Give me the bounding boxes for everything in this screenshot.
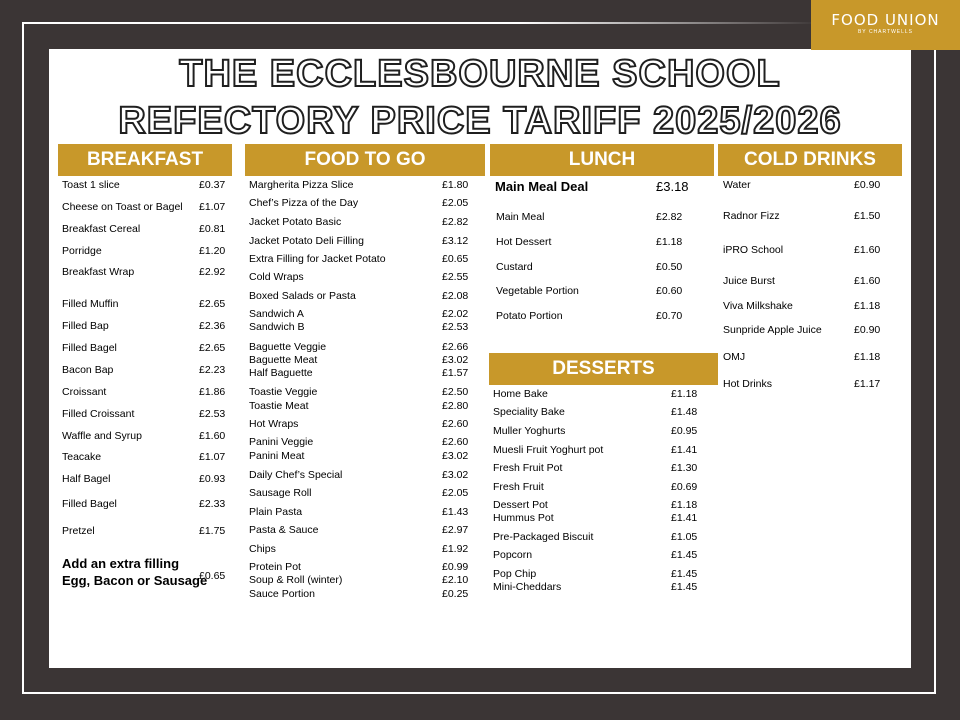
- desserts-item-name: Speciality Bake: [493, 406, 565, 418]
- food-to-go-item-price: £2.55: [442, 271, 469, 283]
- breakfast-item-price: £2.53: [199, 408, 226, 420]
- desserts-item-price: £1.41: [671, 444, 698, 456]
- breakfast-extra-line2: Egg, Bacon or Sausage: [62, 573, 208, 588]
- breakfast-item-price: £1.07: [199, 201, 226, 213]
- desserts-item-name: Mini-Cheddars: [493, 581, 562, 593]
- breakfast-item-name: Porridge: [62, 245, 102, 257]
- desserts-item-price: £1.30: [671, 462, 698, 474]
- cold-drinks-item-name: Viva Milkshake: [723, 300, 793, 312]
- food-to-go-item-name: Pasta & Sauce: [249, 524, 319, 536]
- food-to-go-item-price: £2.10: [442, 574, 469, 586]
- breakfast-extra-price: £0.65: [199, 570, 226, 582]
- breakfast-item-price: £2.65: [199, 298, 226, 310]
- breakfast-item-price: £0.37: [199, 179, 226, 191]
- desserts-item-price: £0.95: [671, 425, 698, 437]
- food-to-go-item-name: Plain Pasta: [249, 506, 303, 518]
- food-union-logo: [811, 0, 960, 50]
- food-to-go-item-name: Cold Wraps: [249, 271, 304, 283]
- food-to-go-item-price: £2.80: [442, 400, 469, 412]
- logo-brand: FOOD UNION: [831, 11, 940, 29]
- desserts-header: DESSERTS: [489, 353, 718, 385]
- breakfast-item-price: £1.75: [199, 525, 226, 537]
- cold-drinks-item-name: Sunpride Apple Juice: [723, 324, 822, 336]
- logo-sub: BY CHARTWELLS: [857, 29, 914, 35]
- food-to-go-item-name: Jacket Potato Deli Filling: [249, 235, 364, 247]
- food-to-go-item-name: Extra Filling for Jacket Potato: [249, 253, 386, 265]
- food-to-go-item-price: £2.53: [442, 321, 469, 333]
- cold-drinks-item-name: Radnor Fizz: [723, 210, 780, 222]
- cold-drinks-item-price: £1.50: [854, 210, 881, 222]
- food-to-go-item-name: Chips: [249, 543, 276, 555]
- breakfast-item-name: Filled Muffin: [62, 298, 119, 310]
- desserts-item-name: Popcorn: [493, 549, 533, 561]
- desserts-item-name: Dessert Pot: [493, 499, 548, 511]
- breakfast-item-name: Filled Bagel: [62, 342, 117, 354]
- cold-drinks-item-price: £0.90: [854, 324, 881, 336]
- breakfast-item-name: Breakfast Wrap: [62, 266, 135, 278]
- food-to-go-item-name: Toastie Veggie: [249, 386, 318, 398]
- desserts-item-price: £1.18: [671, 499, 698, 511]
- food-to-go-item-price: £0.25: [442, 588, 469, 600]
- cold-drinks-item-price: £1.60: [854, 244, 881, 256]
- food-to-go-item-name: Toastie Meat: [249, 400, 309, 412]
- page-title-line1: THE ECCLESBOURNE SCHOOL: [179, 53, 781, 95]
- desserts-item-price: £1.48: [671, 406, 698, 418]
- food-to-go-item-name: Margherita Pizza Slice: [249, 179, 354, 191]
- food-to-go-item-price: £0.99: [442, 561, 469, 573]
- food-to-go-item-price: £1.80: [442, 179, 469, 191]
- food-to-go-item-name: Panini Veggie: [249, 436, 314, 448]
- food-to-go-item-name: Protein Pot: [249, 561, 301, 573]
- breakfast-item-price: £1.20: [199, 245, 226, 257]
- breakfast-item-price: £2.65: [199, 342, 226, 354]
- food-to-go-item-name: Chef’s Pizza of the Day: [249, 197, 359, 209]
- food-to-go-item-price: £3.02: [442, 354, 469, 366]
- food-to-go-item-price: £3.12: [442, 235, 469, 247]
- breakfast-item-name: Filled Bagel: [62, 498, 117, 510]
- lunch-item-name: Vegetable Portion: [496, 285, 579, 297]
- breakfast-item-name: Pretzel: [62, 525, 95, 537]
- lunch-item-price: £0.60: [656, 285, 683, 297]
- lunch-header: LUNCH: [490, 144, 714, 176]
- lunch-deal-price: £3.18: [656, 179, 689, 194]
- cold-drinks-item-price: £1.18: [854, 351, 881, 363]
- breakfast-extra-line1: Add an extra filling: [62, 556, 180, 571]
- breakfast-item-price: £1.07: [199, 451, 226, 463]
- lunch-item-price: £0.50: [656, 261, 683, 273]
- food-to-go-item-price: £3.02: [442, 469, 469, 481]
- food-to-go-item-name: Sausage Roll: [249, 487, 312, 499]
- cold-drinks-header: COLD DRINKS: [718, 144, 902, 176]
- desserts-item-name: Home Bake: [493, 388, 548, 400]
- breakfast-item-name: Waffle and Syrup: [62, 430, 142, 442]
- desserts-item-price: £1.05: [671, 531, 698, 543]
- lunch-item-price: £1.18: [656, 236, 683, 248]
- breakfast-item-price: £1.86: [199, 386, 226, 398]
- breakfast-item-price: £2.33: [199, 498, 226, 510]
- breakfast-item-price: £2.36: [199, 320, 226, 332]
- breakfast-item-price: £2.23: [199, 364, 226, 376]
- food-to-go-item-price: £2.66: [442, 341, 469, 353]
- food-to-go-item-price: £2.60: [442, 436, 469, 448]
- cold-drinks-item-name: Hot Drinks: [723, 378, 773, 390]
- food-to-go-item-price: £2.50: [442, 386, 469, 398]
- desserts-item-price: £1.45: [671, 581, 698, 593]
- breakfast-item-name: Filled Bap: [62, 320, 109, 332]
- breakfast-item-name: Teacake: [62, 451, 102, 463]
- desserts-item-price: £1.45: [671, 549, 698, 561]
- food-to-go-item-name: Panini Meat: [249, 450, 305, 462]
- breakfast-item-price: £1.60: [199, 430, 226, 442]
- lunch-item-name: Custard: [496, 261, 533, 273]
- food-to-go-item-name: Daily Chef’s Special: [249, 469, 343, 481]
- breakfast-item-name: Toast 1 slice: [62, 179, 120, 191]
- frame-fade: [520, 20, 820, 28]
- breakfast-item-name: Filled Croissant: [62, 408, 135, 420]
- breakfast-item-name: Croissant: [62, 386, 107, 398]
- food-to-go-header: FOOD TO GO: [245, 144, 485, 176]
- desserts-item-price: £1.18: [671, 388, 698, 400]
- cold-drinks-item-price: £0.90: [854, 179, 881, 191]
- food-to-go-item-price: £0.65: [442, 253, 469, 265]
- page-title-line2: REFECTORY PRICE TARIFF 2025/2026: [118, 100, 842, 142]
- desserts-item-price: £1.45: [671, 568, 698, 580]
- desserts-item-name: Fresh Fruit Pot: [493, 462, 563, 474]
- breakfast-item-price: £2.92: [199, 266, 226, 278]
- food-to-go-item-name: Soup & Roll (winter): [249, 574, 343, 586]
- cold-drinks-item-name: iPRO School: [723, 244, 784, 256]
- desserts-item-name: Muller Yoghurts: [493, 425, 566, 437]
- lunch-item-name: Main Meal: [496, 211, 545, 223]
- food-to-go-item-price: £1.57: [442, 367, 469, 379]
- lunch-item-name: Hot Dessert: [496, 236, 552, 248]
- cold-drinks-item-price: £1.18: [854, 300, 881, 312]
- desserts-item-name: Muesli Fruit Yoghurt pot: [493, 444, 604, 456]
- food-to-go-item-name: Baguette Meat: [249, 354, 318, 366]
- breakfast-item-name: Breakfast Cereal: [62, 223, 141, 235]
- breakfast-item-name: Cheese on Toast or Bagel: [62, 201, 183, 213]
- food-to-go-item-price: £2.02: [442, 308, 469, 320]
- desserts-item-name: Hummus Pot: [493, 512, 554, 524]
- food-to-go-item-price: £2.08: [442, 290, 469, 302]
- cold-drinks-item-name: OMJ: [723, 351, 746, 363]
- breakfast-item-name: Half Bagel: [62, 473, 111, 485]
- lunch-deal-name: Main Meal Deal: [495, 179, 589, 194]
- lunch-item-name: Potato Portion: [496, 310, 563, 322]
- food-to-go-item-price: £2.97: [442, 524, 469, 536]
- breakfast-header: BREAKFAST: [58, 144, 232, 176]
- food-to-go-item-name: Sauce Portion: [249, 588, 315, 600]
- lunch-item-price: £0.70: [656, 310, 683, 322]
- food-to-go-item-price: £3.02: [442, 450, 469, 462]
- food-to-go-item-name: Jacket Potato Basic: [249, 216, 342, 228]
- desserts-item-price: £1.41: [671, 512, 698, 524]
- food-to-go-item-price: £1.43: [442, 506, 469, 518]
- breakfast-item-name: Bacon Bap: [62, 364, 114, 376]
- food-to-go-item-name: Boxed Salads or Pasta: [249, 290, 356, 302]
- food-to-go-item-name: Half Baguette: [249, 367, 313, 379]
- breakfast-item-price: £0.93: [199, 473, 226, 485]
- lunch-item-price: £2.82: [656, 211, 683, 223]
- desserts-item-price: £0.69: [671, 481, 698, 493]
- cold-drinks-item-price: £1.60: [854, 275, 881, 287]
- food-to-go-item-name: Hot Wraps: [249, 418, 299, 430]
- food-to-go-item-name: Sandwich A: [249, 308, 304, 320]
- cold-drinks-item-price: £1.17: [854, 378, 881, 390]
- desserts-item-name: Pop Chip: [493, 568, 537, 580]
- food-to-go-item-price: £2.82: [442, 216, 469, 228]
- desserts-item-name: Pre-Packaged Biscuit: [493, 531, 594, 543]
- food-to-go-item-name: Sandwich B: [249, 321, 305, 333]
- food-to-go-item-name: Baguette Veggie: [249, 341, 327, 353]
- food-to-go-item-price: £2.05: [442, 197, 469, 209]
- food-to-go-item-price: £1.92: [442, 543, 469, 555]
- cold-drinks-item-name: Juice Burst: [723, 275, 775, 287]
- food-to-go-item-price: £2.05: [442, 487, 469, 499]
- breakfast-item-price: £0.81: [199, 223, 226, 235]
- desserts-item-name: Fresh Fruit: [493, 481, 544, 493]
- cold-drinks-item-name: Water: [723, 179, 751, 191]
- food-to-go-item-price: £2.60: [442, 418, 469, 430]
